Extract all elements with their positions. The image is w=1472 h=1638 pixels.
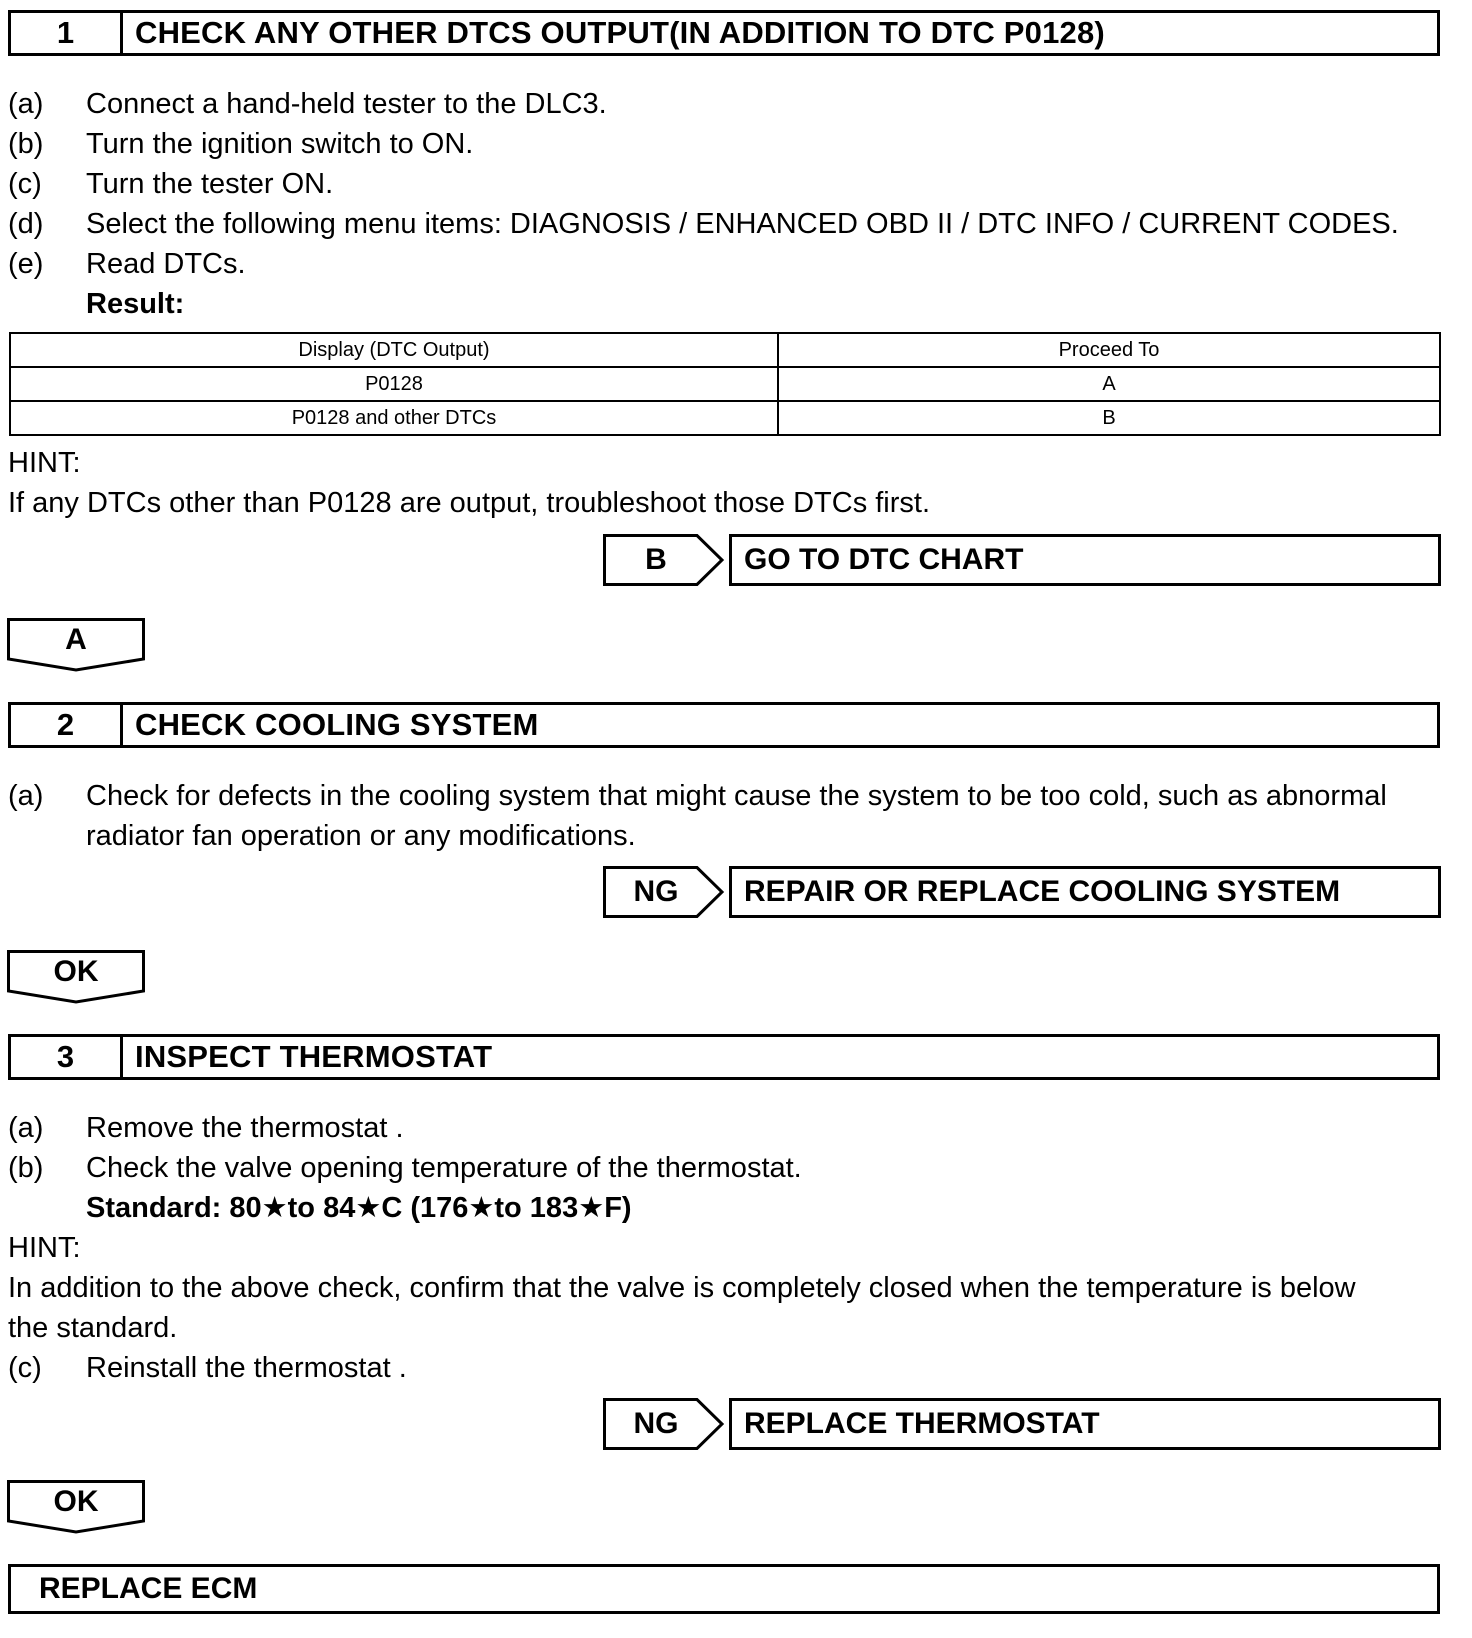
item-text: Turn the tester ON. (86, 168, 334, 200)
instruction-item (8, 164, 333, 204)
table-cell: A (778, 367, 1440, 401)
instruction-item (8, 1348, 407, 1388)
item-text: Check the valve opening temperature of the thermostat. (86, 1152, 802, 1184)
table-header-cell: Proceed To (778, 333, 1440, 367)
result-table (9, 332, 1441, 436)
instruction-item (8, 1108, 404, 1148)
continue-marker (7, 618, 145, 674)
hint-text-continued: the standard. (8, 1312, 178, 1344)
step-title: CHECK ANY OTHER DTCS OUTPUT(IN ADDITION TO DTC P0128) (135, 15, 1105, 50)
item-label: (c) (8, 168, 42, 200)
branch-action: REPLACE THERMOSTAT (729, 1398, 1441, 1450)
continue-marker (7, 950, 145, 1006)
instruction-item (8, 244, 246, 284)
step-3-header (8, 1034, 1440, 1080)
item-label: (a) (8, 780, 44, 812)
instruction-item (8, 1148, 802, 1188)
final-action: REPLACE ECM (8, 1564, 1440, 1614)
table-header-cell: Display (DTC Output) (10, 333, 778, 367)
table-row (10, 401, 1440, 435)
instruction-item (8, 84, 607, 124)
item-text: Turn the ignition switch to ON. (86, 128, 474, 160)
item-label: (e) (8, 248, 44, 280)
table-cell: B (778, 401, 1440, 435)
standard-value: Standard: 80★to 84★C (176★to 183★F) (86, 1192, 632, 1224)
item-text: Connect a hand-held tester to the DLC3. (86, 88, 607, 120)
continue-code: OK (53, 1485, 99, 1518)
branch-action: REPAIR OR REPLACE COOLING SYSTEM (729, 866, 1441, 918)
instruction-item (8, 776, 1387, 816)
hint-text: If any DTCs other than P0128 are output, troubleshoot those DTCs first. (8, 487, 931, 519)
item-label: (a) (8, 88, 44, 120)
branch-outcome (603, 534, 1441, 586)
table-row (10, 367, 1440, 401)
step-number: 2 (11, 705, 123, 745)
item-text: Remove the thermostat . (86, 1112, 404, 1144)
item-label: (b) (8, 1152, 44, 1184)
step-1-header (8, 10, 1440, 56)
hint-label: HINT: (8, 447, 81, 479)
table-cell: P0128 (10, 367, 778, 401)
item-label: (d) (8, 208, 44, 240)
hint-text: In addition to the above check, confirm that the valve is completely closed when the temperature is below (8, 1272, 1356, 1304)
step-2-header (8, 702, 1440, 748)
item-label: (b) (8, 128, 44, 160)
branch-code: B (645, 543, 667, 576)
table-cell: P0128 and other DTCs (10, 401, 778, 435)
table-header-row (10, 333, 1440, 367)
hint-label: HINT: (8, 1232, 81, 1264)
branch-outcome (603, 1398, 1441, 1450)
continue-code: OK (53, 955, 99, 988)
item-label: (a) (8, 1112, 44, 1144)
item-label: (c) (8, 1352, 42, 1384)
item-text: Select the following menu items: DIAGNOSIS / ENHANCED OBD II / DTC INFO / CURRENT CODES. (86, 208, 1399, 240)
step-title: CHECK COOLING SYSTEM (135, 707, 539, 742)
continue-code: A (65, 623, 87, 656)
continue-marker (7, 1480, 145, 1536)
item-text: Read DTCs. (86, 248, 246, 280)
branch-outcome (603, 866, 1441, 918)
step-number: 3 (11, 1037, 123, 1077)
instruction-item (8, 124, 473, 164)
instruction-item-continued: radiator fan operation or any modifications. (86, 820, 636, 852)
instruction-item (8, 204, 1399, 244)
branch-action: GO TO DTC CHART (729, 534, 1441, 586)
result-label: Result: (86, 288, 185, 320)
branch-code: NG (633, 875, 679, 908)
step-number: 1 (11, 13, 123, 53)
branch-code: NG (633, 1407, 679, 1440)
item-text: Check for defects in the cooling system that might cause the system to be too cold, such as abnormal (86, 780, 1387, 812)
item-text: Reinstall the thermostat . (86, 1352, 407, 1384)
step-title: INSPECT THERMOSTAT (135, 1039, 493, 1074)
